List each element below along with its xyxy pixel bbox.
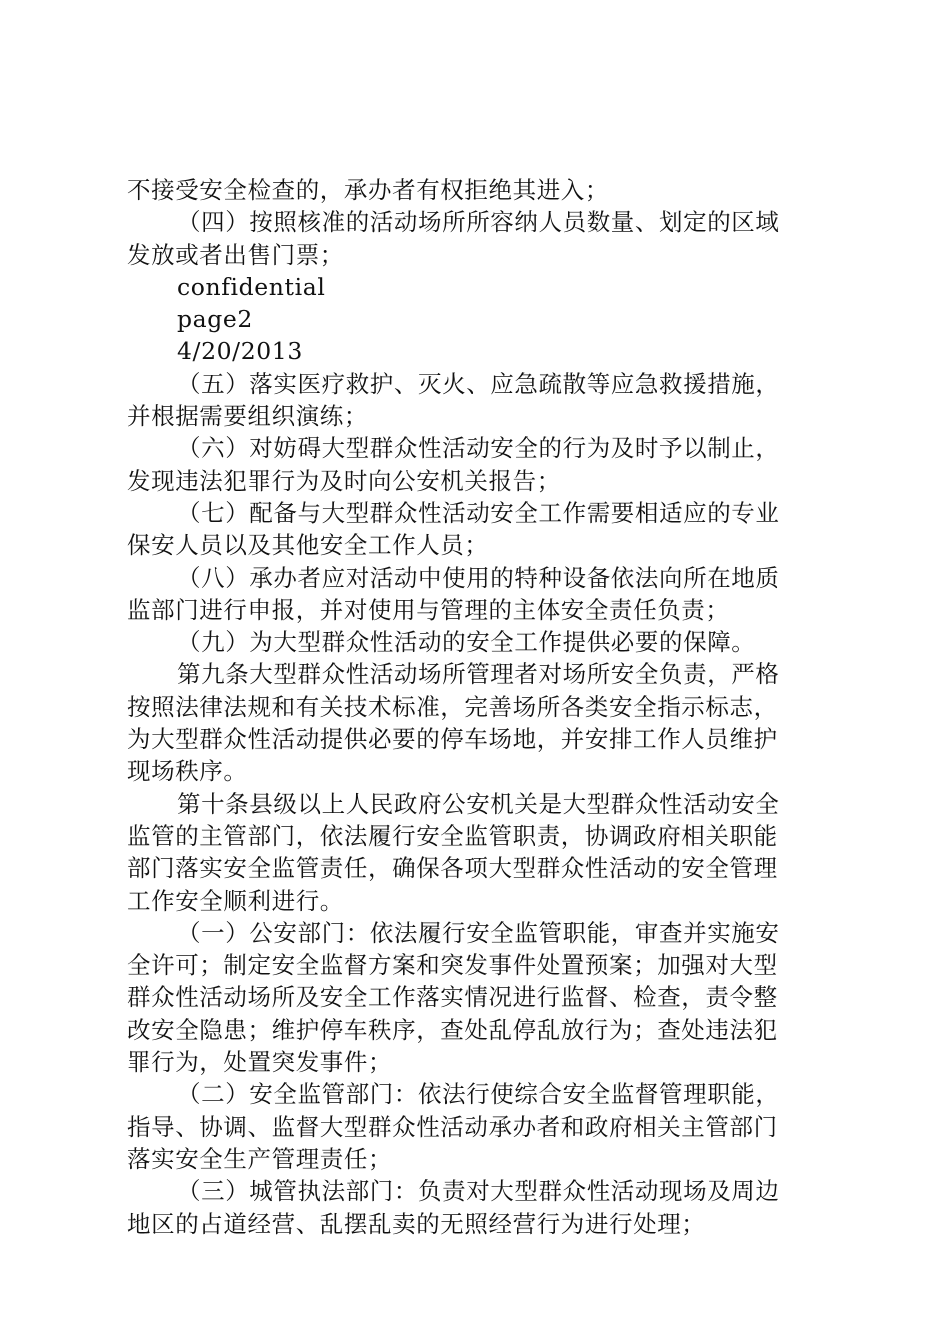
text-line: 第十条县级以上人民政府公安机关是大型群众性活动安全	[177, 789, 780, 818]
text-line: （五）落实医疗救护、灭火、应急疏散等应急救援措施，	[177, 369, 780, 398]
text-line: （二）安全监管部门：依法行使综合安全监督管理职能，	[177, 1080, 780, 1109]
text-line: confidential	[177, 272, 326, 301]
text-line: 第九条大型群众性活动场所管理者对场所安全负责，严格	[177, 660, 780, 689]
text-line: （八）承办者应对活动中使用的特种设备依法向所在地质	[177, 563, 780, 592]
text-line: 发放或者出售门票；	[127, 240, 344, 269]
text-line: 改安全隐患；维护停车秩序，查处乱停乱放行为；查处违法犯	[127, 1015, 778, 1044]
text-line: 并根据需要组织演练；	[127, 402, 368, 431]
text-line: 保安人员以及其他安全工作人员；	[127, 531, 489, 560]
text-line: 全许可；制定安全监督方案和突发事件处置预案；加强对大型	[127, 951, 778, 980]
text-line: 4/20/2013	[177, 337, 303, 366]
text-line: 监管的主管部门，依法履行安全监管职责，协调政府相关职能	[127, 821, 778, 850]
text-line: 部门落实安全监管责任，确保各项大型群众性活动的安全管理	[127, 854, 778, 883]
text-line: （一）公安部门：依法履行安全监管职能，审查并实施安	[177, 918, 780, 947]
text-line: page2	[177, 305, 253, 334]
text-line: 指导、协调、监督大型群众性活动承办者和政府相关主管部门	[127, 1112, 778, 1141]
text-line: （九）为大型群众性活动的安全工作提供必要的保障。	[177, 628, 756, 657]
text-line: 为大型群众性活动提供必要的停车场地，并安排工作人员维护	[127, 725, 778, 754]
text-line: 罪行为，处置突发事件；	[127, 1048, 393, 1077]
text-line: 群众性活动场所及安全工作落实情况进行监督、检查，责令整	[127, 983, 778, 1012]
text-line: 工作安全顺利进行。	[127, 886, 344, 915]
text-line: 按照法律法规和有关技术标准，完善场所各类安全指示标志，	[127, 692, 778, 721]
text-line: （七）配备与大型群众性活动安全工作需要相适应的专业	[177, 498, 780, 527]
text-line: （六）对妨碍大型群众性活动安全的行为及时予以制止，	[177, 434, 780, 463]
text-line: 地区的占道经营、乱摆乱卖的无照经营行为进行处理；	[127, 1209, 706, 1238]
text-line: 监部门进行申报，并对使用与管理的主体安全责任负责；	[127, 595, 730, 624]
text-line: 发现违法犯罪行为及时向公安机关报告；	[127, 466, 561, 495]
text-line: 落实安全生产管理责任；	[127, 1144, 393, 1173]
text-line: 现场秩序。	[127, 757, 248, 786]
text-line: （三）城管执法部门：负责对大型群众性活动现场及周边	[177, 1177, 780, 1206]
text-line: （四）按照核准的活动场所所容纳人员数量、划定的区域	[177, 208, 780, 237]
document-body	[127, 174, 847, 1240]
text-line: 不接受安全检查的，承办者有权拒绝其进入；	[127, 176, 609, 204]
